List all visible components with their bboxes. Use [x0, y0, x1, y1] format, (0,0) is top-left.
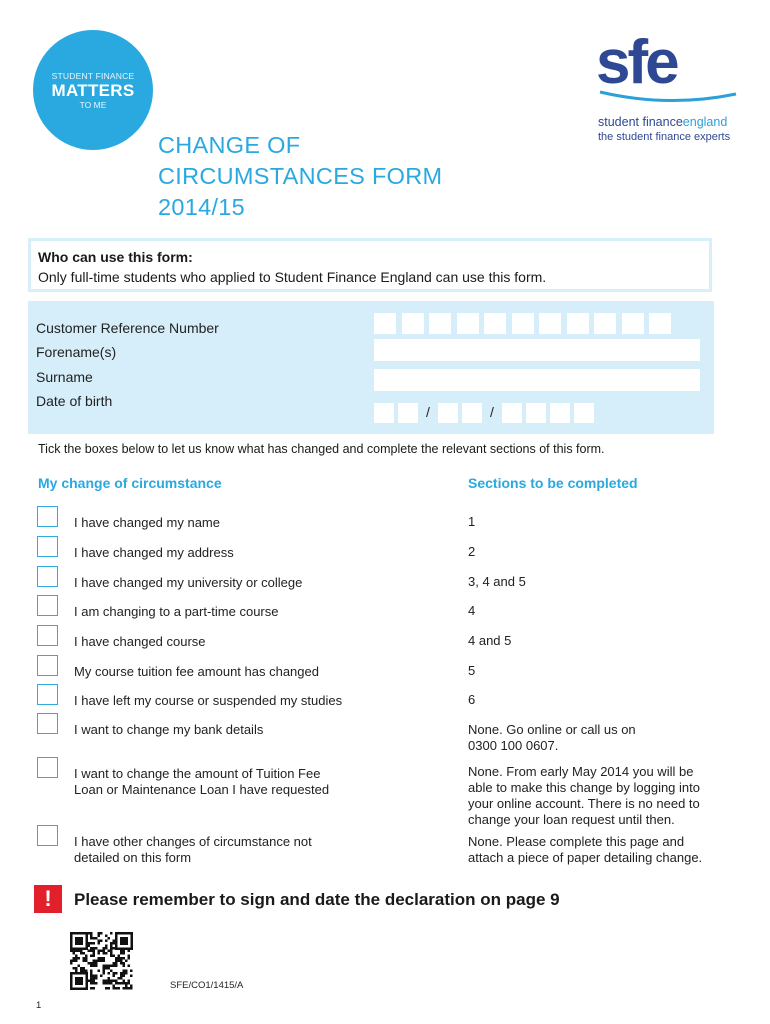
qr-code-icon [70, 932, 134, 990]
dob-day-digit-1[interactable] [374, 403, 394, 423]
eligibility-box [28, 238, 712, 292]
eligibility-text: Only full-time students who applied to Student Finance England can use this form. [38, 269, 547, 285]
row-sections: 3, 4 and 5 [468, 574, 526, 589]
change-column-header: My change of circumstance [38, 475, 222, 491]
crn-digit-box[interactable] [512, 313, 534, 334]
row-sections: 4 and 5 [468, 633, 512, 648]
crn-digit-box[interactable] [374, 313, 396, 334]
row-sections-line: None. From early May 2014 you will be [468, 764, 694, 779]
form-code: SFE/CO1/1415/A [170, 980, 244, 991]
row-label: I am changing to a part-time course [74, 604, 279, 619]
row-sections [468, 834, 738, 866]
change-name-checkbox[interactable] [37, 506, 58, 527]
crn-digit-box[interactable] [539, 313, 561, 334]
other-changes-checkbox[interactable] [37, 825, 58, 846]
sfe-logo-name [598, 115, 727, 129]
badge-line-1: STUDENT FINANCE [51, 71, 135, 81]
forenames-label: Forename(s) [36, 344, 117, 360]
row-sections-line: change your loan request until then. [468, 812, 675, 827]
surname-field[interactable] [374, 369, 700, 391]
dob-year-digit-4[interactable] [574, 403, 594, 423]
title-line-2: CIRCUMSTANCES FORM [158, 163, 443, 189]
part-time-checkbox[interactable] [37, 595, 58, 616]
crn-digit-box[interactable] [649, 313, 671, 334]
row-sections-line: attach a piece of paper detailing change. [468, 850, 703, 865]
dob-label: Date of birth [36, 393, 113, 409]
title-line-3: 2014/15 [158, 194, 246, 220]
row-sections: 2 [468, 544, 476, 559]
row-sections-line: None. Go online or call us on [468, 722, 636, 737]
sfe-logo-tagline: the student finance experts [598, 131, 731, 143]
row-sections-line: 0300 100 0607. [468, 738, 559, 753]
badge-line-2: MATTERS [51, 81, 135, 100]
sections-column-header: Sections to be completed [468, 475, 638, 491]
dob-separator-2: / [490, 404, 494, 420]
page-number: 1 [36, 1000, 42, 1011]
warning-icon: ! [34, 885, 62, 913]
row-sections: 1 [468, 514, 476, 529]
dob-year-digit-1[interactable] [502, 403, 522, 423]
eligibility-heading: Who can use this form: [38, 249, 193, 265]
row-sections-line: able to make this change by logging into [468, 780, 700, 795]
dob-month-digit-1[interactable] [438, 403, 458, 423]
crn-digit-box[interactable] [567, 313, 589, 334]
row-sections-line: None. Please complete this page and [468, 834, 685, 849]
personal-details-panel [28, 301, 714, 434]
dob-year-digit-3[interactable] [550, 403, 570, 423]
row-label: I have changed my name [74, 515, 220, 530]
instructions-text: Tick the boxes below to let us know what has changed and complete the relevant sections of this form. [38, 442, 605, 456]
dob-separator-1: / [426, 404, 430, 420]
sfe-logo-wordmark: sfe [596, 28, 677, 97]
page-title [158, 130, 442, 223]
tuition-fee-changed-checkbox[interactable] [37, 655, 58, 676]
crn-digit-box[interactable] [402, 313, 424, 334]
row-label: I have changed course [74, 634, 206, 649]
row-label: I want to change my bank details [74, 722, 264, 737]
row-label: My course tuition fee amount has changed [74, 664, 319, 679]
crn-digit-box[interactable] [484, 313, 506, 334]
crn-digit-box[interactable] [622, 313, 644, 334]
row-sections: 5 [468, 663, 476, 678]
row-label-line: I have other changes of circumstance not [74, 834, 312, 849]
crn-digit-box[interactable] [594, 313, 616, 334]
change-university-checkbox[interactable] [37, 566, 58, 587]
row-sections: 6 [468, 692, 476, 707]
row-sections [468, 722, 738, 754]
row-label-line: detailed on this form [74, 850, 192, 865]
change-address-checkbox[interactable] [37, 536, 58, 557]
dob-day-digit-2[interactable] [398, 403, 418, 423]
row-label: I have left my course or suspended my studies [74, 693, 343, 708]
loan-amount-checkbox[interactable] [37, 757, 58, 778]
crn-digit-box[interactable] [457, 313, 479, 334]
row-sections [468, 764, 738, 828]
crn-label: Customer Reference Number [36, 320, 219, 336]
crn-digit-box[interactable] [429, 313, 451, 334]
dob-year-digit-2[interactable] [526, 403, 546, 423]
change-course-checkbox[interactable] [37, 625, 58, 646]
matters-to-me-badge [33, 30, 153, 150]
declaration-reminder: Please remember to sign and date the declaration on page 9 [74, 890, 560, 909]
row-label [74, 834, 312, 866]
surname-label: Surname [36, 369, 93, 385]
left-course-checkbox[interactable] [37, 684, 58, 705]
row-label [74, 766, 329, 798]
row-sections-line: your online account. There is no need to [468, 796, 700, 811]
row-label: I have changed my university or college [74, 575, 303, 590]
title-line-1: CHANGE OF [158, 132, 301, 158]
badge-line-3: TO ME [79, 100, 107, 110]
row-label-line: Loan or Maintenance Loan I have requested [74, 782, 330, 797]
sfe-name-part-b: england [682, 115, 728, 129]
forenames-field[interactable] [374, 339, 700, 361]
sfe-logo-swoosh [598, 88, 738, 106]
row-label: I have changed my address [74, 545, 234, 560]
sfe-name-part-a: student finance [598, 115, 683, 129]
bank-details-checkbox[interactable] [37, 713, 58, 734]
row-sections: 4 [468, 603, 476, 618]
row-label-line: I want to change the amount of Tuition Fee [74, 766, 321, 781]
dob-month-digit-2[interactable] [462, 403, 482, 423]
